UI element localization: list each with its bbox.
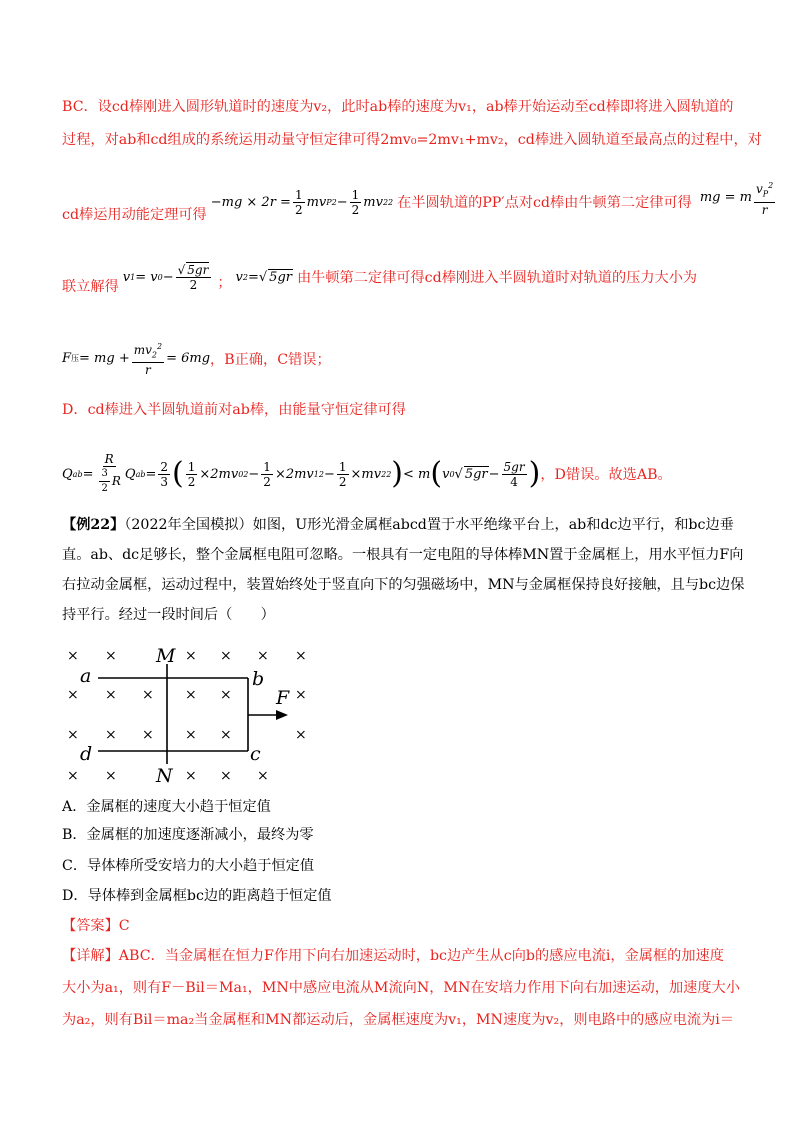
field-cross: × — [295, 727, 307, 743]
example-line-3: 右拉动金属框，运动过程中，装置始终处于竖直向下的匀强磁场中，MN与金属框保持良好接触，且与bc边保 — [62, 577, 745, 593]
field-cross: × — [185, 768, 197, 784]
detail-label: 【详解】 — [62, 948, 119, 964]
answer-value: C — [118, 918, 130, 934]
formula-heat: Q ab = R $\frac{3}{2}$ R Q ab = $\frac{2}{3}$ ( $\frac{1}{2}$ ×2mv 0 2 − $\frac{1}{2}$ ×2mv 1 2 − $\frac{1}{2}$ ×mv 2 2 ) < m ( v 0 √ 5gr − $\frac{5gr}{4}$ ) — [62, 452, 541, 494]
example-tag: 【例22】 — [62, 517, 125, 533]
text-kinetic-theorem: cd棒运用动能定理可得 — [62, 207, 207, 223]
field-cross: × — [185, 727, 197, 743]
magnetic-field-crosses — [67, 648, 307, 784]
option-a: A．金属框的速度大小趋于恒定值 — [62, 799, 271, 815]
field-cross: × — [105, 768, 117, 784]
example-line-1 — [62, 515, 740, 535]
example-line-4: 持平行。经过一段时间后（ ） — [62, 607, 275, 623]
solution-bc-line-4 — [62, 258, 697, 296]
force-arrow-head — [276, 710, 288, 720]
field-cross: × — [220, 648, 232, 664]
circuit-figure — [50, 642, 370, 792]
label-d: d — [80, 743, 93, 765]
field-cross: × — [257, 768, 269, 784]
detail-line-2: 大小为a₁，则有F－Bil＝Ma₁，MN中感应电流从M流向N，MN在安培力作用下向右加速运动，加速度大小 — [62, 980, 740, 996]
formula-v2: v 2 = √ 5gr — [235, 269, 292, 285]
option-c: C．导体棒所受安培力的大小趋于恒定值 — [62, 858, 315, 874]
field-cross: × — [105, 687, 117, 703]
field-cross: × — [142, 727, 154, 743]
formula-centripetal: mg = m $\frac{v_P^2}{r}$ — [699, 181, 774, 217]
field-cross: × — [257, 648, 269, 664]
option-b: B．金属框的加速度逐渐减小，最终为零 — [62, 827, 314, 843]
solution-d-line-2 — [62, 452, 672, 496]
label-f: F — [276, 687, 290, 709]
field-cross: × — [295, 648, 307, 664]
detail-line-3: 为a₂，则有Bil＝ma₂当金属框和MN都运动后，金属框速度为v₁，MN速度为v₂，则电路中的感应电流为i＝ — [62, 1012, 735, 1028]
field-cross: × — [67, 727, 79, 743]
formula-v1: v 1 = v 0 − $\frac{√ 5gr}{2}$ — [123, 263, 214, 292]
field-cross: × — [142, 687, 154, 703]
detail-text-1: ABC．当金属框在恒力F作用下向右加速运动时，bc边产生从c向b的感应电流i，金属框的加速度 — [118, 948, 724, 964]
field-cross: × — [67, 648, 79, 664]
solution-bc-line-5 — [62, 340, 331, 377]
example-line-2: 直。ab、dc足够长，整个金属框电阻可忽略。一根具有一定电阻的导体棒MN置于金属框上，用水平恒力F向 — [62, 547, 744, 563]
field-cross: × — [220, 727, 232, 743]
label-m: M — [156, 645, 176, 667]
text-newton-second-law: 在半圆轨道的PP′点对cd棒由牛顿第二定律可得 — [397, 195, 692, 211]
answer-line — [62, 916, 740, 936]
text-b-correct: ，B正确，C错误； — [210, 351, 331, 368]
formula-pressure: F 压 = mg + $\frac{mv_2^2}{r}$ = 6mg — [62, 342, 211, 378]
detail-line-1 — [62, 946, 740, 966]
field-cross: × — [185, 687, 197, 703]
option-d: D．导体棒到金属框bc边的距离趋于恒定值 — [62, 888, 332, 904]
field-cross: × — [105, 727, 117, 743]
solution-bc-line-2: 过程，对ab和cd组成的系统运用动量守恒定律可得2mv₀=2mv₁+mv₂，cd棒进入圆轨道至最高点的过程中，对 — [62, 132, 762, 148]
text-d-wrong: ，D错误。故选AB。 — [540, 467, 672, 483]
field-cross: × — [105, 648, 117, 664]
label-n: N — [156, 765, 173, 787]
field-cross: × — [185, 648, 197, 664]
solution-bc-line-1: BC．设cd棒刚进入圆形轨道时的速度为v₂，此时ab棒的速度为v₁，ab棒开始运动至cd棒即将进入圆轨道的 — [62, 99, 734, 115]
field-cross: × — [295, 687, 307, 703]
field-cross: × — [67, 687, 79, 703]
text-solve: 联立解得 — [62, 279, 119, 295]
field-cross: × — [67, 768, 79, 784]
field-cross: × — [220, 768, 232, 784]
solution-bc-line-3 — [62, 180, 777, 224]
label-c: c — [250, 743, 261, 765]
example-text-1: （2022年全国模拟）如图，U形光滑金属框abcd置于水平绝缘平台上，ab和dc边平行，和bc边垂 — [124, 517, 734, 533]
text-pressure-force: 由牛顿第二定律可得cd棒刚进入半圆轨道时对轨道的压力大小为 — [296, 270, 698, 286]
label-a: a — [80, 665, 92, 687]
text-separator: ； — [217, 275, 232, 291]
answer-label: 【答案】 — [62, 918, 119, 934]
solution-d-line-1: D．cd棒进入半圆轨道前对ab棒，由能量守恒定律可得 — [62, 402, 406, 418]
label-b: b — [252, 668, 265, 690]
formula-kinetic-energy: −mg × 2r = $\frac{1}{2}$ mv P 2 − $\frac{1}{2}$ mv 2 2 — [210, 187, 394, 217]
field-cross: × — [220, 687, 232, 703]
